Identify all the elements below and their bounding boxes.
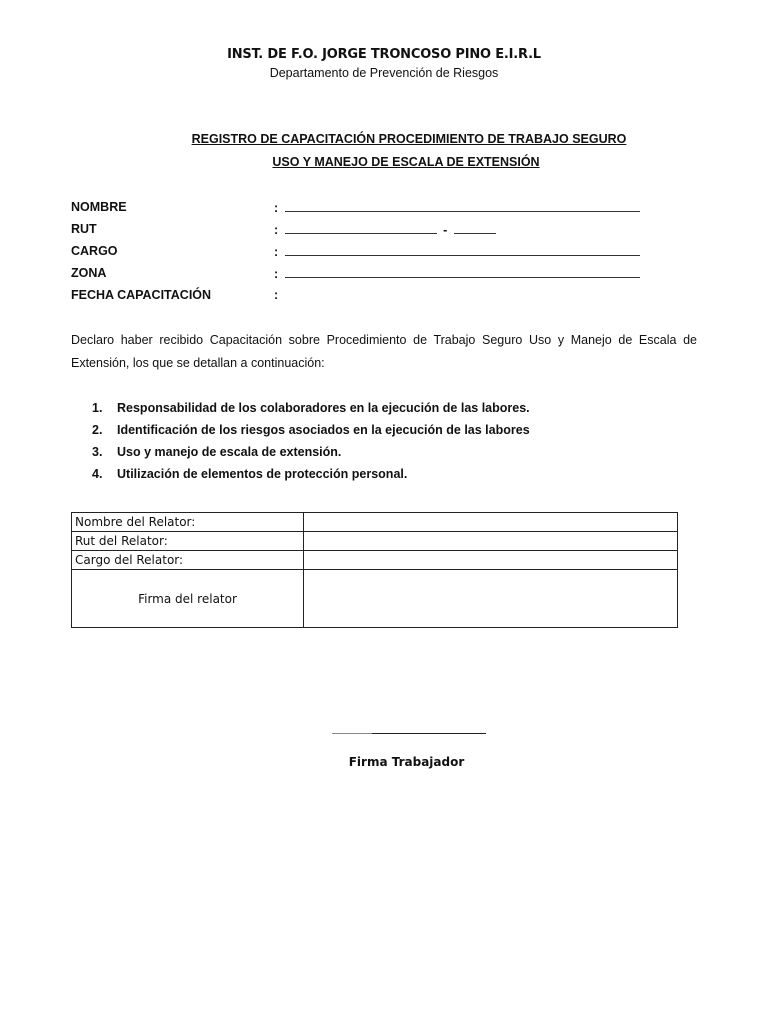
field-value[interactable]	[274, 244, 640, 259]
field-label: ZONA	[71, 266, 107, 280]
field-label: FECHA CAPACITACIÓN	[71, 288, 212, 302]
field-separator: :	[274, 267, 279, 281]
list-item	[92, 419, 530, 441]
field-value[interactable]	[274, 266, 640, 281]
field-separator: :	[274, 201, 279, 215]
relator-signature-label: Firma del relator	[72, 570, 304, 628]
rut-number-blank-line[interactable]	[285, 222, 437, 234]
list-item	[92, 397, 530, 419]
relator-rut-cell[interactable]	[304, 532, 678, 551]
list-item	[92, 463, 530, 485]
rut-dash: -	[443, 223, 448, 237]
document-title-line2: USO Y MANEJO DE ESCALA DE EXTENSIÓN	[272, 155, 540, 169]
field-label: NOMBRE	[71, 200, 127, 214]
list-item-text: Utilización de elementos de protección personal.	[117, 467, 408, 481]
field-separator: :	[274, 223, 279, 237]
relator-name-label: Nombre del Relator:	[72, 513, 304, 532]
list-item-text: Identificación de los riesgos asociados en la ejecución de las labores	[117, 423, 530, 437]
table-row	[72, 551, 678, 570]
relator-table	[71, 512, 678, 628]
field-blank-line[interactable]	[285, 266, 640, 278]
field-separator: :	[274, 288, 279, 302]
worker-signature-label: Firma Trabajador	[348, 755, 465, 769]
list-item-text: Responsabilidad de los colaboradores en la ejecución de las labores.	[117, 401, 530, 415]
list-item-number: 4.	[92, 467, 103, 481]
table-row	[72, 532, 678, 551]
department-name: Departamento de Prevención de Riesgos	[269, 66, 499, 80]
rut-digit-blank-line[interactable]	[454, 222, 496, 234]
list-item	[92, 441, 530, 463]
relator-cargo-cell[interactable]	[304, 551, 678, 570]
relator-rut-label: Rut del Relator:	[72, 532, 304, 551]
field-separator: :	[274, 245, 279, 259]
declaration-paragraph: Declaro haber recibido Capacitación sobre Procedimiento de Trabajo Seguro Uso y Manejo de Escala de Extensión, los que se detallan a continuación:	[71, 333, 697, 370]
list-item-number: 1.	[92, 401, 103, 415]
list-item-text: Uso y manejo de escala de extensión.	[117, 445, 342, 459]
field-label: RUT	[71, 222, 97, 236]
list-item-number: 2.	[92, 423, 103, 437]
table-row	[72, 570, 678, 628]
relator-signature-cell[interactable]	[304, 570, 678, 628]
field-value[interactable]	[274, 288, 278, 302]
field-label: CARGO	[71, 244, 118, 258]
document-title-line1: REGISTRO DE CAPACITACIÓN PROCEDIMIENTO DE TRABAJO SEGURO	[191, 132, 627, 146]
relator-cargo-label: Cargo del Relator:	[72, 551, 304, 570]
field-value[interactable]	[274, 200, 640, 215]
relator-name-cell[interactable]	[304, 513, 678, 532]
field-blank-line[interactable]	[285, 200, 640, 212]
field-value[interactable]	[274, 222, 496, 237]
field-blank-line[interactable]	[285, 244, 640, 256]
topics-list	[92, 397, 530, 485]
list-item-number: 3.	[92, 445, 103, 459]
table-row	[72, 513, 678, 532]
organization-name: INST. DE F.O. JORGE TRONCOSO PINO E.I.R.L	[227, 47, 541, 62]
worker-signature-line[interactable]	[332, 733, 486, 734]
